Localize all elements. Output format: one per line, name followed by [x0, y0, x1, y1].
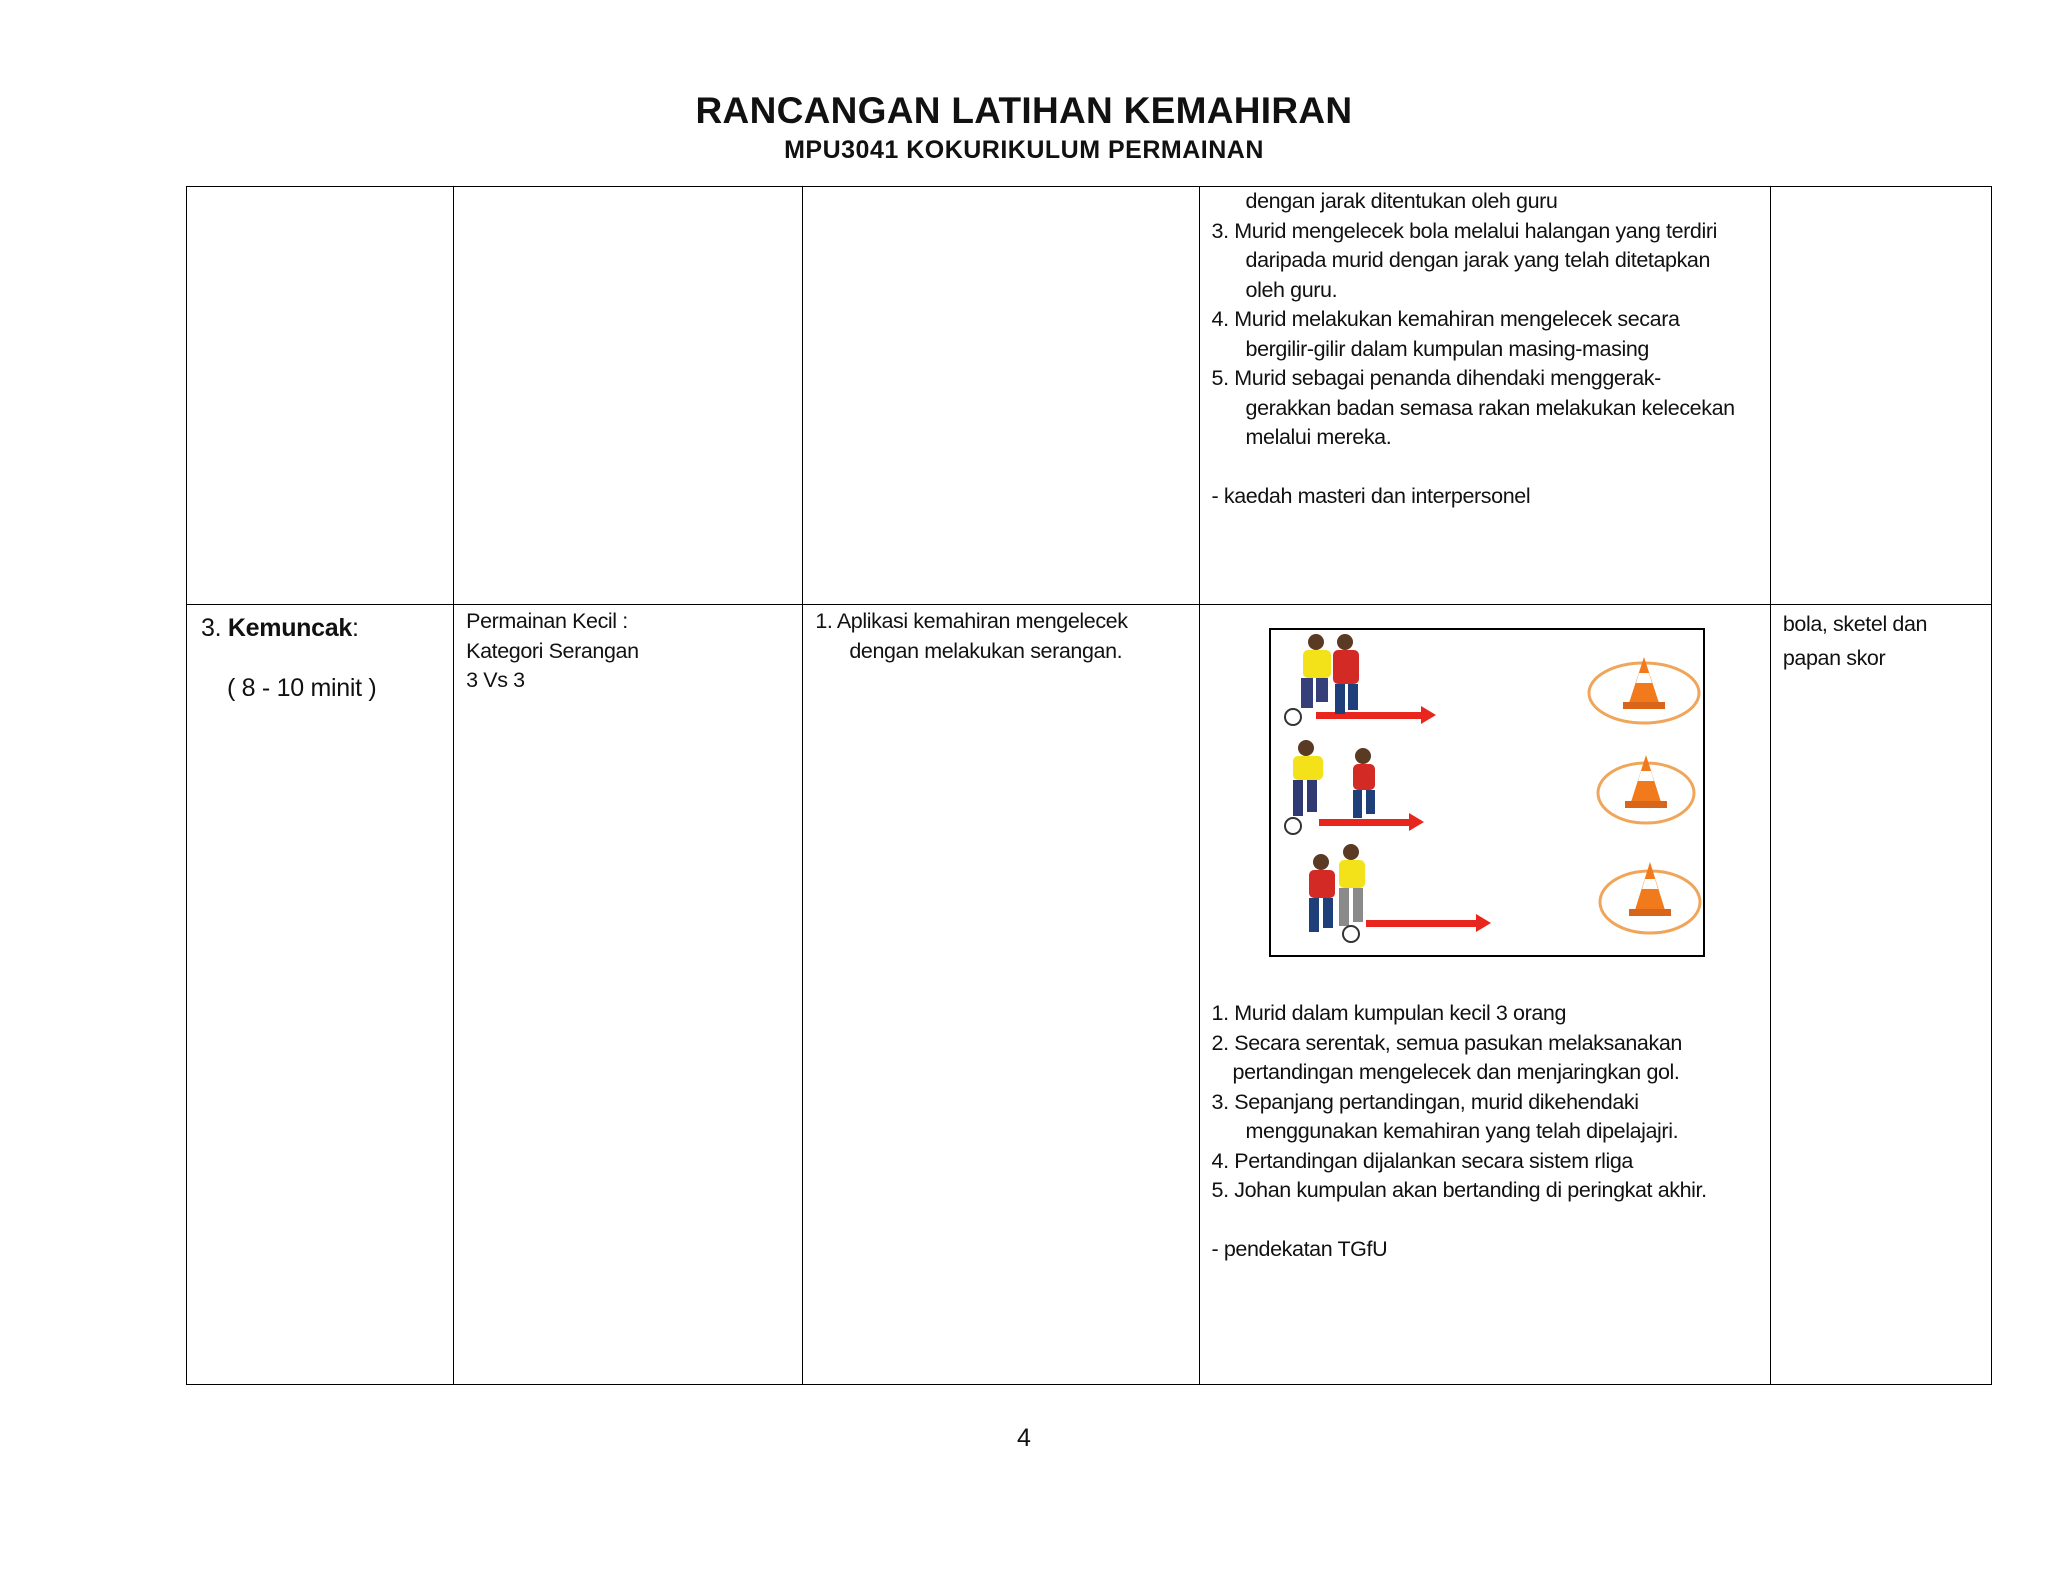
- stage-name: Kemuncak: [227, 614, 352, 642]
- procedure-cell: [1199, 605, 1770, 1385]
- procedure-line: daripada murid dengan jarak yang telah ditetapkan: [1245, 248, 1711, 272]
- objective-cell: [803, 187, 1199, 605]
- table-row: [187, 187, 1992, 605]
- equipment-cell: [1770, 187, 1991, 605]
- cone-icon: [1629, 862, 1671, 916]
- lesson-plan-table: [186, 186, 1992, 1385]
- dribbling-drill-illustration: [1269, 628, 1705, 957]
- procedure-cell: [1199, 187, 1770, 605]
- direction-arrow-icon: [1319, 813, 1424, 831]
- table-row: [187, 605, 1992, 1385]
- stage-cell: [187, 605, 454, 1385]
- procedure-line: 3. Sepanjang pertandingan, murid dikehendaki: [1211, 1089, 1639, 1114]
- duration-label: ( 8 - 10 minit ): [227, 674, 377, 702]
- document-title: RANCANGAN LATIHAN KEMAHIRAN: [695, 90, 1353, 131]
- objective-line: 1. Aplikasi kemahiran mengelecek: [815, 609, 1128, 633]
- equipment-cell: [1770, 605, 1991, 1385]
- procedure-line: oleh guru.: [1245, 277, 1338, 302]
- direction-arrow-icon: [1316, 706, 1436, 724]
- method-note: - kaedah masteri dan interpersonel: [1211, 484, 1531, 508]
- player-red-icon: [1309, 854, 1335, 932]
- procedure-line: pertandingan mengelecek dan menjaringkan gol.: [1232, 1060, 1680, 1084]
- activity-cell: [454, 187, 803, 605]
- activity-cell: [454, 605, 803, 1385]
- direction-arrow-icon: [1366, 914, 1491, 932]
- stage-cell: [187, 187, 454, 605]
- procedure-line: 2. Secara serentak, semua pasukan melaksanakan: [1211, 1030, 1682, 1055]
- objective-line: dengan melakukan serangan.: [849, 638, 1123, 663]
- procedure-line: 5. Johan kumpulan akan bertanding di peringkat akhir.: [1211, 1178, 1707, 1202]
- equipment-line: bola, sketel dan: [1782, 612, 1928, 636]
- stage-label: 3. Kemuncak:: [201, 614, 359, 642]
- procedure-line: 3. Murid mengelecek bola melalui halangan yang terdiri: [1211, 218, 1718, 243]
- activity-line: Kategori Serangan: [466, 638, 639, 663]
- procedure-line: 5. Murid sebagai penanda dihendaki menggerak-: [1211, 366, 1661, 390]
- procedure-line: bergilir-gilir dalam kumpulan masing-masing: [1245, 336, 1649, 361]
- procedure-line: 1. Murid dalam kumpulan kecil 3 orang: [1211, 1001, 1567, 1025]
- drill-diagram: [1271, 630, 1703, 955]
- approach-note: - pendekatan TGfU: [1211, 1237, 1388, 1261]
- equipment-line: papan skor: [1782, 646, 1886, 670]
- activity-line: Permainan Kecil :: [466, 609, 628, 633]
- procedure-line: menggunakan kemahiran yang telah dipelajajri.: [1245, 1119, 1679, 1143]
- procedure-line: 4. Pertandingan dijalankan secara sistem rliga: [1211, 1148, 1633, 1173]
- procedure-line: dengan jarak ditentukan oleh guru: [1245, 189, 1558, 213]
- activity-line: 3 Vs 3: [466, 668, 525, 692]
- document-subtitle: MPU3041 KOKURIKULUM PERMAINAN: [784, 136, 1264, 164]
- player-red-icon: [1333, 634, 1359, 714]
- player-red-icon: [1353, 748, 1375, 818]
- objective-cell: [803, 605, 1199, 1385]
- procedure-line: gerakkan badan semasa rakan melakukan kelecekan: [1245, 395, 1735, 420]
- player-yellow-icon: [1339, 844, 1365, 942]
- page-number: 4: [1017, 1424, 1031, 1452]
- player-yellow-icon: [1285, 634, 1331, 725]
- player-yellow-icon: [1285, 740, 1323, 834]
- procedure-line: melalui mereka.: [1245, 425, 1392, 449]
- procedure-line: 4. Murid melakukan kemahiran mengelecek secara: [1211, 307, 1680, 331]
